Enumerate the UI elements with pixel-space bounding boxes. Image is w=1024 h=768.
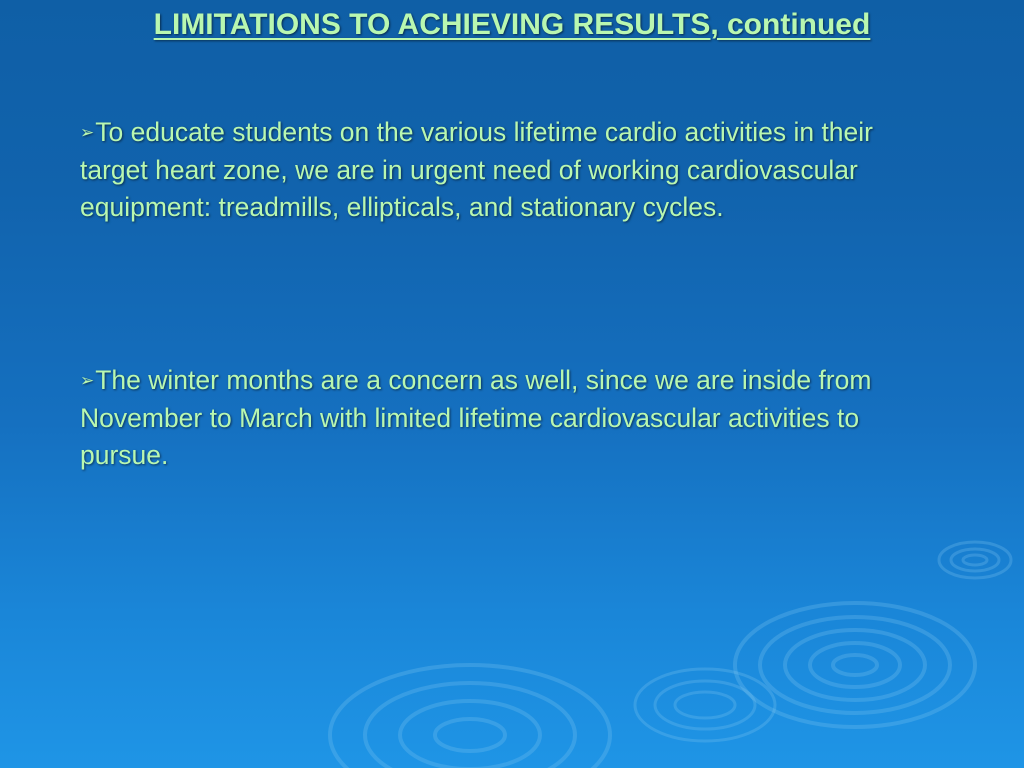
arrowhead-bullet-icon: ➢ [80, 123, 95, 142]
arrowhead-bullet-icon: ➢ [80, 371, 95, 390]
ripple-bottom [330, 665, 610, 768]
bullet-point-winter [80, 362, 940, 475]
bullet-text: The winter months are a concern as well, since we are inside from November to March with limited lifetime cardiovascular activities to pursue. [80, 365, 872, 470]
ripple-small [939, 542, 1011, 578]
slide-title: LIMITATIONS TO ACHIEVING RESULTS, continued [153, 8, 871, 41]
ripple-large [735, 603, 975, 727]
bullet-point-equipment [80, 114, 940, 227]
bullet-text: To educate students on the various lifetime cardio activities in their target heart zone, we are in urgent need of working cardiovascular equipment: treadmills, ellipticals, and stationary cycles. [80, 117, 873, 222]
ripple-medium [635, 669, 775, 741]
